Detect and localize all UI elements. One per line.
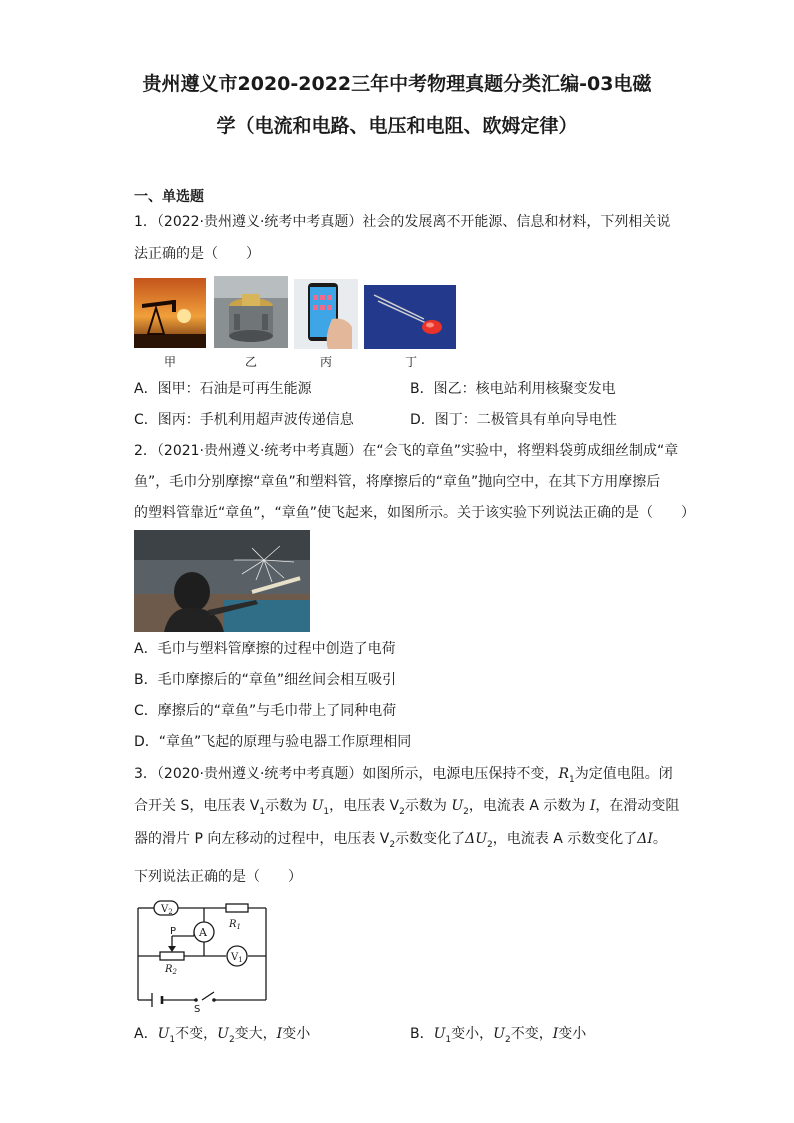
q1-option-c: C．图丙：手机利用超声波传递信息 — [134, 412, 354, 428]
q3-option-b: B．$U_1$变小，$U_2$不变，I变小 — [410, 1026, 587, 1045]
q3-stem-line-3: 器的滑片 P 向左移动的过程中，电压表 $V_2$示数变化了$\Delta U_2$，电流表 A 示数变化了ΔI。 — [134, 831, 667, 850]
q3-stem-line-1: 3．（2020·贵州遵义·统考中考真题）如图所示，电源电压保持不变，$R_1$为定值电阻。闭 — [134, 766, 673, 785]
q3-option-a: A．$U_1$不变，$U_2$变大，I变小 — [134, 1026, 311, 1045]
q2-stem-line-3: 的塑料管靠近“章鱼”，“章鱼”使飞起来，如图所示。关于该实验下列说法正确的是（ ） — [134, 505, 696, 521]
q3-circuit-diagram — [130, 896, 275, 1015]
q1-option-a: A．图甲：石油是可再生能源 — [134, 381, 312, 397]
q1-caption-2: 乙 — [244, 355, 257, 369]
q2-option-c: C．摩擦后的“章鱼”与毛巾带上了同种电荷 — [134, 703, 397, 719]
q1-image-phone — [294, 279, 358, 349]
slider-label: P — [170, 926, 177, 937]
q2-option-b: B．毛巾摩擦后的“章鱼”细丝间会相互吸引 — [134, 672, 397, 688]
q1-stem-line-2: 法正确的是（ ） — [134, 246, 260, 262]
q1-image-led — [364, 285, 456, 349]
ammeter-label: A — [199, 926, 207, 939]
q2-stem-line-2: 鱼”，毛巾分别摩擦“章鱼”和塑料管，将摩擦后的“章鱼”抛向空中，在其下方用摩擦后 — [134, 474, 661, 490]
q1-caption-1: 甲 — [163, 355, 176, 369]
page-title-line-2: 学（电流和电路、电压和电阻、欧姆定律） — [216, 115, 578, 137]
voltmeter-2-label: $V_2$ — [161, 904, 173, 916]
resistor-1-label: $R_1$ — [229, 919, 241, 931]
section-heading: 一、单选题 — [134, 189, 204, 205]
q1-option-d: D．图丁：二极管具有单向导电性 — [410, 412, 617, 428]
q1-caption-4: 丁 — [404, 355, 417, 369]
voltmeter-1-label: $V_1$ — [231, 952, 243, 964]
q1-image-oil-pump — [134, 278, 206, 348]
q3-stem-line-2: 合开关 S，电压表 $V_1$示数为 $U_1$，电压表 $V_2$示数为 $U_2$，电流表 A 示数为 I，在滑动变阻 — [134, 798, 680, 817]
q1-image-nuclear-plant — [214, 276, 288, 348]
q2-image-flying-octopus — [134, 530, 310, 632]
resistor-2-label: $R_2$ — [165, 964, 177, 976]
q1-stem-line-1: 1．（2022·贵州遵义·统考中考真题）社会的发展离不开能源、信息和材料，下列相关说 — [134, 214, 671, 230]
page-title-line-1: 贵州遵义市2020-2022三年中考物理真题分类汇编-03电磁 — [142, 73, 652, 95]
switch-label: S — [194, 1004, 201, 1015]
q2-option-a: A．毛巾与塑料管摩擦的过程中创造了电荷 — [134, 641, 396, 657]
q1-option-b: B．图乙：核电站利用核聚变发电 — [410, 381, 616, 397]
q3-stem-line-4: 下列说法正确的是（ ） — [134, 869, 302, 885]
q1-caption-3: 丙 — [319, 355, 332, 369]
q2-option-d: D．“章鱼”飞起的原理与验电器工作原理相同 — [134, 734, 412, 750]
q2-stem-line-1: 2．（2021·贵州遵义·统考中考真题）在“会飞的章鱼”实验中，将塑料袋剪成细丝制成“章 — [134, 443, 679, 459]
